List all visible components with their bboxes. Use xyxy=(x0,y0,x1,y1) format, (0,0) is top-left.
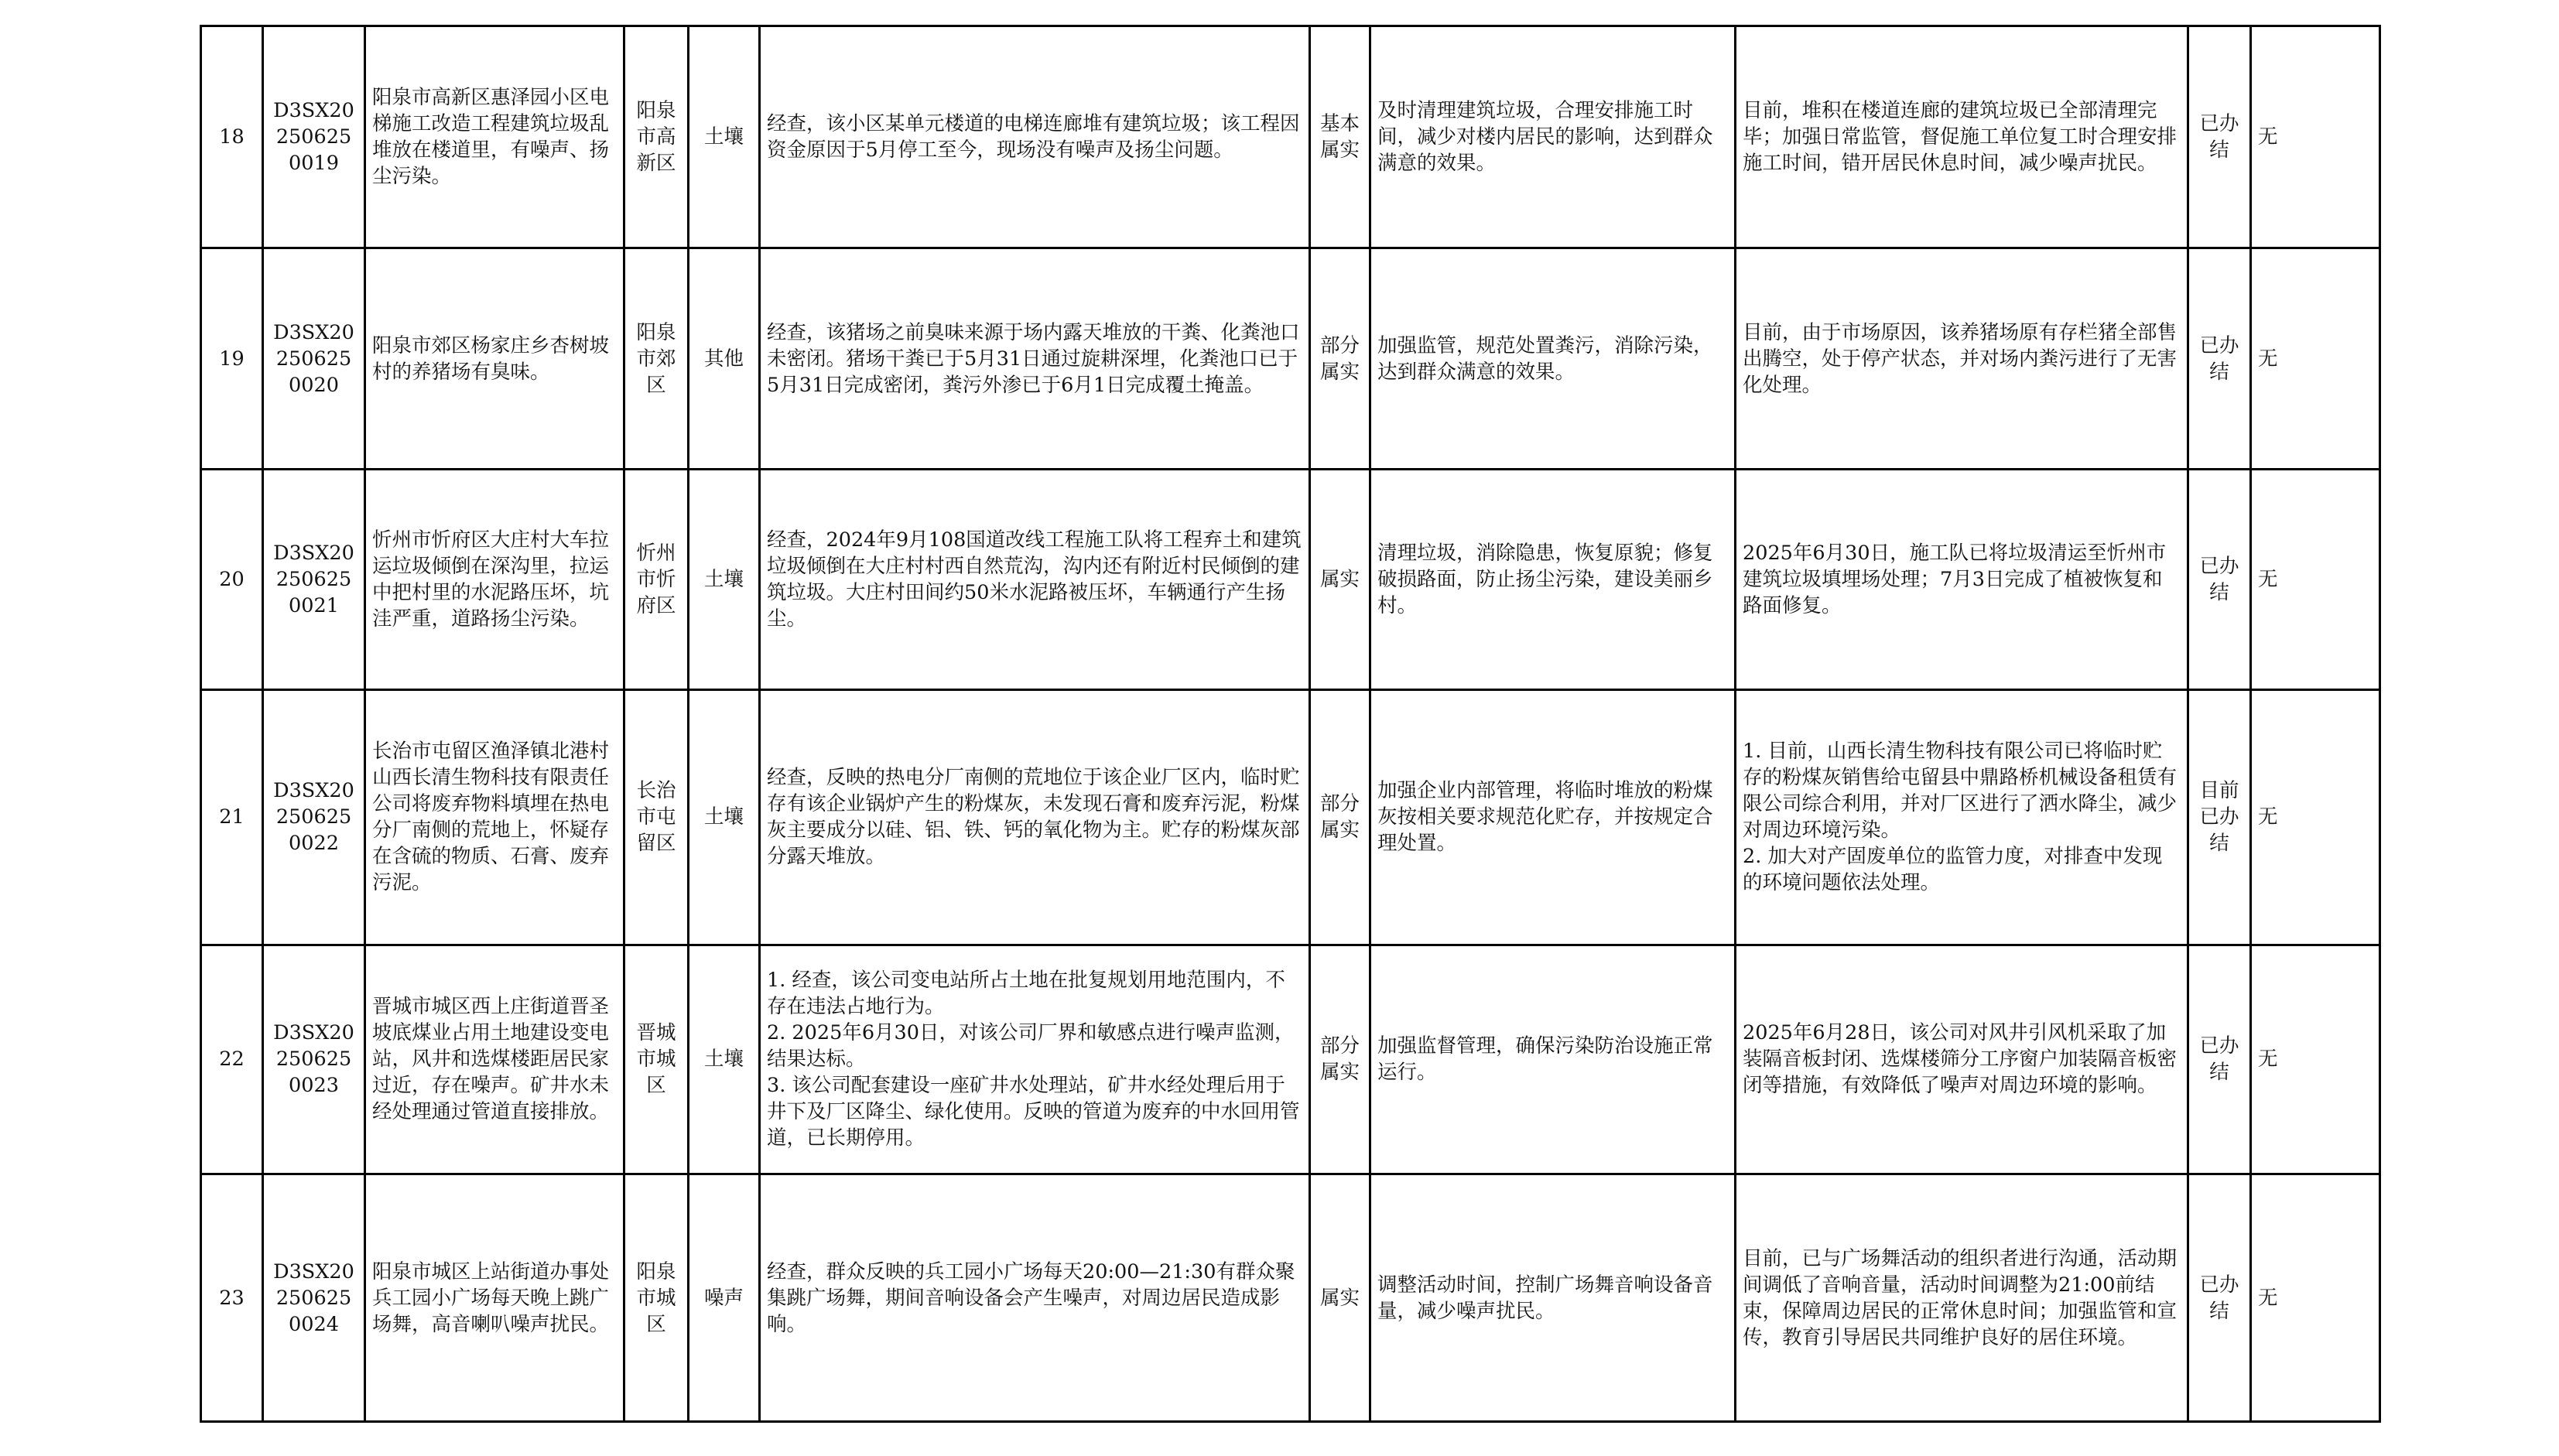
case-table xyxy=(200,25,2381,1423)
table-row xyxy=(201,945,2380,1174)
handling-status: 已办结 xyxy=(2188,945,2251,1174)
rectification-progress: 目前，由于市场原因，该养猪场原有存栏猪全部售出腾空，处于停产状态，并对场内粪污进行了无害化处理。 xyxy=(1736,248,2188,470)
verification-result: 基本属实 xyxy=(1310,26,1370,248)
rectification-progress: 2025年6月28日，该公司对风井引风机采取了加装隔音板封闭、选煤楼筛分工序窗户加装隔音板密闭等措施，有效降低了噪声对周边环境的影响。 xyxy=(1736,945,2188,1174)
rectification-goal: 调整活动时间，控制广场舞音响设备音量，减少噪声扰民。 xyxy=(1370,1174,1736,1422)
complaint-content: 阳泉市高新区惠泽园小区电梯施工改造工程建筑垃圾乱堆放在楼道里，有噪声、扬尘污染。 xyxy=(365,26,624,248)
verification-result: 部分属实 xyxy=(1310,689,1370,945)
accountability-note: 无 xyxy=(2251,1174,2380,1422)
verification-result: 属实 xyxy=(1310,1174,1370,1422)
case-number: 20 xyxy=(201,470,263,689)
pollution-type: 土壤 xyxy=(689,945,760,1174)
investigation-finding: 经查，该小区某单元楼道的电梯连廊堆有建筑垃圾；该工程因资金原因于5月停工至今，现场没有噪声及扬尘问题。 xyxy=(760,26,1310,248)
complaint-content: 阳泉市城区上站街道办事处兵工园小广场每天晚上跳广场舞，高音喇叭噪声扰民。 xyxy=(365,1174,624,1422)
rectification-progress: 2025年6月30日，施工队已将垃圾清运至忻州市建筑垃圾填埋场处理；7月3日完成了植被恢复和路面修复。 xyxy=(1736,470,2188,689)
complaint-content: 阳泉市郊区杨家庄乡杏树坡村的养猪场有臭味。 xyxy=(365,248,624,470)
administrative-region: 阳泉市郊区 xyxy=(624,248,689,470)
handling-status: 已办结 xyxy=(2188,248,2251,470)
case-number: 18 xyxy=(201,26,263,248)
investigation-finding: 1. 经查，该公司变电站所占土地在批复规划用地范围内，不存在违法占地行为。 2. 2025年6月30日，对该公司厂界和敏感点进行噪声监测，结果达标。 3. 该公司配套建设一座矿井水处理站，矿井水经处理后用于井下及厂区降尘、绿化使用。反映的管道为废弃的中水回用管道，已长期停用。 xyxy=(760,945,1310,1174)
rectification-goal: 加强企业内部管理，将临时堆放的粉煤灰按相关要求规范化贮存，并按规定合理处置。 xyxy=(1370,689,1736,945)
pollution-type: 其他 xyxy=(689,248,760,470)
accountability-note: 无 xyxy=(2251,470,2380,689)
administrative-region: 长治市屯留区 xyxy=(624,689,689,945)
rectification-progress: 目前，堆积在楼道连廊的建筑垃圾已全部清理完毕；加强日常监管，督促施工单位复工时合理安排施工时间，错开居民休息时间，减少噪声扰民。 xyxy=(1736,26,2188,248)
verification-result: 部分属实 xyxy=(1310,945,1370,1174)
table-row xyxy=(201,470,2380,689)
investigation-finding: 经查，2024年9月108国道改线工程施工队将工程弃土和建筑垃圾倾倒在大庄村村西自然荒沟，沟内还有附近村民倾倒的建筑垃圾。大庄村田间约50米水泥路被压坏，车辆通行产生扬尘。 xyxy=(760,470,1310,689)
handling-status: 已办结 xyxy=(2188,470,2251,689)
table-row xyxy=(201,1174,2380,1422)
pollution-type: 土壤 xyxy=(689,26,760,248)
rectification-goal: 及时清理建筑垃圾，合理安排施工时间，减少对楼内居民的影响，达到群众满意的效果。 xyxy=(1370,26,1736,248)
pollution-type: 噪声 xyxy=(689,1174,760,1422)
table-body xyxy=(201,26,2380,1422)
complaint-content: 长治市屯留区渔泽镇北港村山西长清生物科技有限责任公司将废弃物料填埋在热电分厂南侧的荒地上，怀疑存在含硫的物质、石膏、废弃污泥。 xyxy=(365,689,624,945)
rectification-goal: 加强监管，规范处置粪污，消除污染，达到群众满意的效果。 xyxy=(1370,248,1736,470)
verification-result: 属实 xyxy=(1310,470,1370,689)
accountability-note: 无 xyxy=(2251,26,2380,248)
rectification-goal: 加强监督管理，确保污染防治设施正常运行。 xyxy=(1370,945,1736,1174)
case-number: 22 xyxy=(201,945,263,1174)
case-code: D3SX202506250022 xyxy=(263,689,365,945)
handling-status: 已办结 xyxy=(2188,1174,2251,1422)
investigation-finding: 经查，反映的热电分厂南侧的荒地位于该企业厂区内，临时贮存有该企业锅炉产生的粉煤灰，未发现石膏和废弃污泥，粉煤灰主要成分以硅、铝、铁、钙的氧化物为主。贮存的粉煤灰部分露天堆放。 xyxy=(760,689,1310,945)
investigation-finding: 经查，群众反映的兵工园小广场每天20:00—21:30有群众聚集跳广场舞，期间音响设备会产生噪声，对周边居民造成影响。 xyxy=(760,1174,1310,1422)
case-number: 23 xyxy=(201,1174,263,1422)
case-code: D3SX202506250020 xyxy=(263,248,365,470)
case-code: D3SX202506250021 xyxy=(263,470,365,689)
case-number: 21 xyxy=(201,689,263,945)
rectification-progress: 1. 目前，山西长清生物科技有限公司已将临时贮存的粉煤灰销售给屯留县中鼎路桥机械设备租赁有限公司综合利用，并对厂区进行了洒水降尘，减少对周边环境污染。 2. 加大对产固废单位的监管力度，对排查中发现的环境问题依法处理。 xyxy=(1736,689,2188,945)
administrative-region: 阳泉市城区 xyxy=(624,1174,689,1422)
administrative-region: 阳泉市高新区 xyxy=(624,26,689,248)
rectification-progress: 目前，已与广场舞活动的组织者进行沟通，活动期间调低了音响音量，活动时间调整为21:00前结束，保障周边居民的正常休息时间；加强监管和宣传，教育引导居民共同维护良好的居住环境。 xyxy=(1736,1174,2188,1422)
case-code: D3SX202506250024 xyxy=(263,1174,365,1422)
administrative-region: 晋城市城区 xyxy=(624,945,689,1174)
pollution-type: 土壤 xyxy=(689,470,760,689)
table-row xyxy=(201,248,2380,470)
rectification-goal: 清理垃圾，消除隐患，恢复原貌；修复破损路面，防止扬尘污染，建设美丽乡村。 xyxy=(1370,470,1736,689)
handling-status: 目前已办结 xyxy=(2188,689,2251,945)
investigation-finding: 经查，该猪场之前臭味来源于场内露天堆放的干粪、化粪池口未密闭。猪场干粪已于5月31日通过旋耕深埋，化粪池口已于5月31日完成密闭，粪污外渗已于6月1日完成覆土掩盖。 xyxy=(760,248,1310,470)
accountability-note: 无 xyxy=(2251,248,2380,470)
case-code: D3SX202506250023 xyxy=(263,945,365,1174)
verification-result: 部分属实 xyxy=(1310,248,1370,470)
pollution-type: 土壤 xyxy=(689,689,760,945)
handling-status: 已办结 xyxy=(2188,26,2251,248)
accountability-note: 无 xyxy=(2251,689,2380,945)
case-number: 19 xyxy=(201,248,263,470)
complaint-content: 晋城市城区西上庄街道晋圣坡底煤业占用土地建设变电站，风井和选煤楼距居民家过近，存在噪声。矿井水未经处理通过管道直接排放。 xyxy=(365,945,624,1174)
administrative-region: 忻州市忻府区 xyxy=(624,470,689,689)
table-row xyxy=(201,689,2380,945)
table-row xyxy=(201,26,2380,248)
case-code: D3SX202506250019 xyxy=(263,26,365,248)
accountability-note: 无 xyxy=(2251,945,2380,1174)
complaint-content: 忻州市忻府区大庄村大车拉运垃圾倾倒在深沟里，拉运中把村里的水泥路压坏，坑洼严重，道路扬尘污染。 xyxy=(365,470,624,689)
